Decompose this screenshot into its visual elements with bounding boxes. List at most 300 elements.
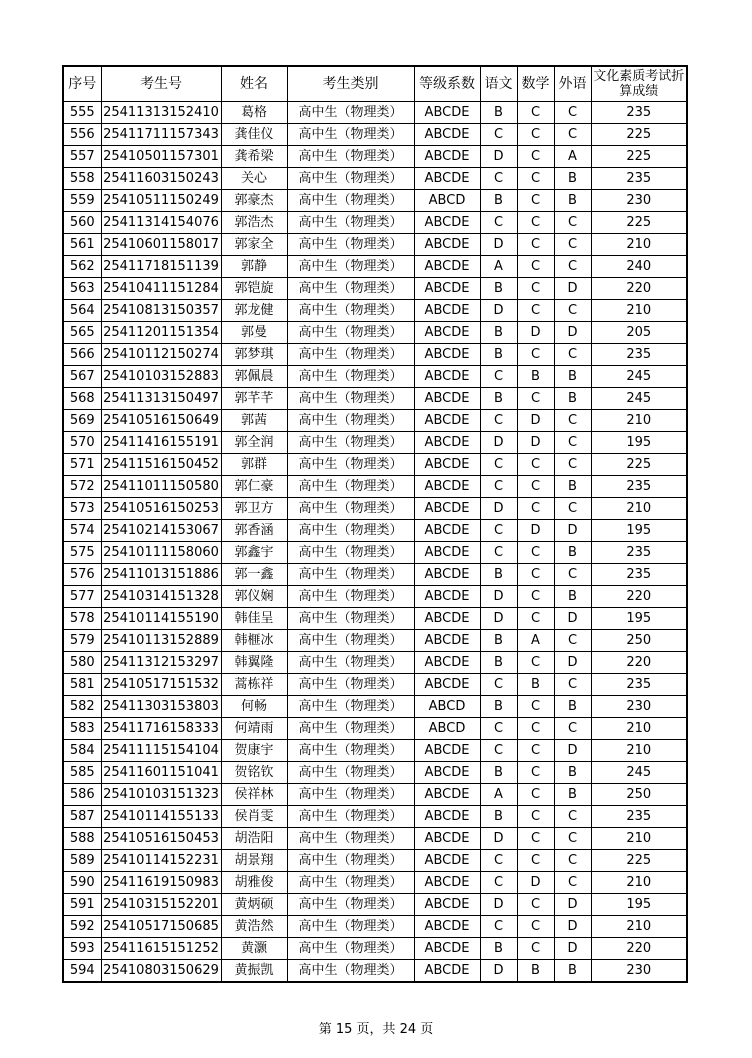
page-number: 第 15 页，共 24 页	[318, 1022, 434, 1037]
cell-name: 韩榧冰	[221, 630, 287, 652]
cell-exam-id: 25411312153297	[101, 652, 221, 674]
cell-math: C	[517, 388, 554, 410]
header-row	[63, 66, 687, 102]
cell-seq: 559	[63, 190, 101, 212]
cell-grade-coef: ABCDE	[414, 608, 480, 630]
cell-seq: 565	[63, 322, 101, 344]
cell-category: 高中生（物理类）	[287, 234, 414, 256]
cell-exam-id: 25411516150452	[101, 454, 221, 476]
cell-chinese: D	[480, 586, 517, 608]
cell-exam-id: 25410517150685	[101, 916, 221, 938]
cell-grade-coef: ABCDE	[414, 212, 480, 234]
cell-chinese: D	[480, 234, 517, 256]
cell-chinese: B	[480, 938, 517, 960]
cell-name: 龚佳仪	[221, 124, 287, 146]
cell-name: 郭铠旋	[221, 278, 287, 300]
cell-seq: 591	[63, 894, 101, 916]
table-row	[63, 168, 687, 190]
cell-score: 210	[591, 300, 687, 322]
cell-exam-id: 25411013151886	[101, 564, 221, 586]
cell-exam-id: 25411718151139	[101, 256, 221, 278]
cell-math: C	[517, 234, 554, 256]
cell-name: 侯祥林	[221, 784, 287, 806]
cell-exam-id: 25411115154104	[101, 740, 221, 762]
cell-category: 高中生（物理类）	[287, 102, 414, 124]
table-row	[63, 410, 687, 432]
cell-foreign-lang: C	[554, 234, 591, 256]
table-row	[63, 234, 687, 256]
cell-exam-id: 25410112150274	[101, 344, 221, 366]
cell-name: 郭芊芊	[221, 388, 287, 410]
cell-exam-id: 25410113152889	[101, 630, 221, 652]
cell-exam-id: 25411313150497	[101, 388, 221, 410]
cell-chinese: B	[480, 102, 517, 124]
cell-category: 高中生（物理类）	[287, 696, 414, 718]
cell-score: 210	[591, 718, 687, 740]
cell-seq: 576	[63, 564, 101, 586]
cell-grade-coef: ABCDE	[414, 124, 480, 146]
cell-chinese: C	[480, 410, 517, 432]
cell-foreign-lang: B	[554, 586, 591, 608]
cell-score: 205	[591, 322, 687, 344]
cell-name: 黄灏	[221, 938, 287, 960]
table-row	[63, 960, 687, 983]
cell-score: 225	[591, 124, 687, 146]
cell-chinese: D	[480, 498, 517, 520]
cell-grade-coef: ABCDE	[414, 168, 480, 190]
cell-grade-coef: ABCDE	[414, 476, 480, 498]
cell-exam-id: 25410214153067	[101, 520, 221, 542]
cell-grade-coef: ABCD	[414, 190, 480, 212]
cell-chinese: D	[480, 146, 517, 168]
table-row	[63, 828, 687, 850]
cell-math: C	[517, 212, 554, 234]
cell-chinese: B	[480, 190, 517, 212]
cell-grade-coef: ABCDE	[414, 806, 480, 828]
cell-name: 郭家全	[221, 234, 287, 256]
cell-math: C	[517, 476, 554, 498]
results-table	[62, 65, 688, 983]
cell-math: D	[517, 432, 554, 454]
cell-foreign-lang: D	[554, 916, 591, 938]
cell-foreign-lang: C	[554, 410, 591, 432]
table-row	[63, 740, 687, 762]
cell-seq: 593	[63, 938, 101, 960]
cell-chinese: C	[480, 916, 517, 938]
cell-category: 高中生（物理类）	[287, 542, 414, 564]
cell-seq: 579	[63, 630, 101, 652]
cell-foreign-lang: D	[554, 938, 591, 960]
cell-seq: 563	[63, 278, 101, 300]
cell-grade-coef: ABCDE	[414, 828, 480, 850]
cell-score: 220	[591, 652, 687, 674]
cell-grade-coef: ABCDE	[414, 586, 480, 608]
cell-foreign-lang: C	[554, 498, 591, 520]
cell-category: 高中生（物理类）	[287, 410, 414, 432]
cell-category: 高中生（物理类）	[287, 520, 414, 542]
cell-category: 高中生（物理类）	[287, 454, 414, 476]
cell-chinese: B	[480, 806, 517, 828]
cell-name: 何畅	[221, 696, 287, 718]
cell-exam-id: 25410103152883	[101, 366, 221, 388]
cell-score: 210	[591, 872, 687, 894]
cell-name: 郭鑫宇	[221, 542, 287, 564]
cell-category: 高中生（物理类）	[287, 300, 414, 322]
cell-score: 230	[591, 696, 687, 718]
cell-chinese: A	[480, 784, 517, 806]
cell-grade-coef: ABCDE	[414, 498, 480, 520]
cell-chinese: C	[480, 168, 517, 190]
cell-score: 235	[591, 168, 687, 190]
cell-name: 韩佳呈	[221, 608, 287, 630]
cell-math: D	[517, 520, 554, 542]
cell-chinese: B	[480, 388, 517, 410]
cell-grade-coef: ABCDE	[414, 740, 480, 762]
cell-name: 黄振凯	[221, 960, 287, 983]
cell-category: 高中生（物理类）	[287, 652, 414, 674]
cell-foreign-lang: D	[554, 740, 591, 762]
cell-grade-coef: ABCDE	[414, 432, 480, 454]
cell-math: A	[517, 630, 554, 652]
cell-score: 240	[591, 256, 687, 278]
cell-math: C	[517, 124, 554, 146]
cell-score: 210	[591, 498, 687, 520]
cell-math: C	[517, 806, 554, 828]
cell-seq: 585	[63, 762, 101, 784]
cell-score: 235	[591, 806, 687, 828]
cell-exam-id: 25411601151041	[101, 762, 221, 784]
cell-math: C	[517, 498, 554, 520]
cell-name: 胡雅俊	[221, 872, 287, 894]
cell-chinese: D	[480, 960, 517, 983]
cell-grade-coef: ABCDE	[414, 850, 480, 872]
cell-seq: 568	[63, 388, 101, 410]
cell-math: C	[517, 740, 554, 762]
cell-math: C	[517, 256, 554, 278]
cell-score: 245	[591, 388, 687, 410]
cell-category: 高中生（物理类）	[287, 784, 414, 806]
cell-score: 235	[591, 476, 687, 498]
cell-foreign-lang: C	[554, 718, 591, 740]
cell-exam-id: 25410511150249	[101, 190, 221, 212]
cell-chinese: C	[480, 542, 517, 564]
cell-name: 黄炳硕	[221, 894, 287, 916]
table-row	[63, 586, 687, 608]
cell-category: 高中生（物理类）	[287, 960, 414, 983]
cell-exam-id: 25411303153803	[101, 696, 221, 718]
table-row	[63, 784, 687, 806]
header-name: 姓名	[221, 66, 287, 102]
cell-math: C	[517, 762, 554, 784]
cell-seq: 564	[63, 300, 101, 322]
cell-seq: 555	[63, 102, 101, 124]
cell-score: 195	[591, 432, 687, 454]
cell-category: 高中生（物理类）	[287, 828, 414, 850]
cell-category: 高中生（物理类）	[287, 630, 414, 652]
cell-math: C	[517, 608, 554, 630]
header-foreign-lang: 外语	[554, 66, 591, 102]
cell-chinese: B	[480, 564, 517, 586]
cell-chinese: B	[480, 652, 517, 674]
cell-name: 郭龙健	[221, 300, 287, 322]
cell-grade-coef: ABCDE	[414, 300, 480, 322]
cell-foreign-lang: D	[554, 322, 591, 344]
cell-name: 郭豪杰	[221, 190, 287, 212]
cell-math: C	[517, 300, 554, 322]
cell-grade-coef: ABCDE	[414, 784, 480, 806]
cell-seq: 574	[63, 520, 101, 542]
cell-category: 高中生（物理类）	[287, 806, 414, 828]
cell-math: B	[517, 674, 554, 696]
cell-score: 245	[591, 366, 687, 388]
cell-chinese: D	[480, 608, 517, 630]
cell-seq: 584	[63, 740, 101, 762]
cell-score: 195	[591, 608, 687, 630]
cell-exam-id: 25411313152410	[101, 102, 221, 124]
cell-score: 195	[591, 894, 687, 916]
cell-foreign-lang: C	[554, 432, 591, 454]
cell-score: 235	[591, 344, 687, 366]
table-body	[63, 102, 687, 983]
cell-foreign-lang: C	[554, 124, 591, 146]
cell-score: 230	[591, 190, 687, 212]
cell-name: 胡景翔	[221, 850, 287, 872]
cell-category: 高中生（物理类）	[287, 388, 414, 410]
table-header	[63, 66, 687, 102]
cell-math: C	[517, 278, 554, 300]
cell-score: 210	[591, 740, 687, 762]
cell-category: 高中生（物理类）	[287, 938, 414, 960]
table-row	[63, 366, 687, 388]
cell-math: C	[517, 916, 554, 938]
cell-math: D	[517, 322, 554, 344]
cell-seq: 577	[63, 586, 101, 608]
cell-chinese: D	[480, 300, 517, 322]
cell-foreign-lang: B	[554, 784, 591, 806]
cell-score: 250	[591, 630, 687, 652]
cell-grade-coef: ABCD	[414, 696, 480, 718]
table-row	[63, 476, 687, 498]
cell-math: C	[517, 454, 554, 476]
cell-category: 高中生（物理类）	[287, 366, 414, 388]
table-row	[63, 520, 687, 542]
cell-exam-id: 25410114152231	[101, 850, 221, 872]
cell-name: 关心	[221, 168, 287, 190]
cell-foreign-lang: A	[554, 146, 591, 168]
cell-foreign-lang: B	[554, 542, 591, 564]
cell-category: 高中生（物理类）	[287, 916, 414, 938]
cell-grade-coef: ABCDE	[414, 366, 480, 388]
cell-chinese: B	[480, 344, 517, 366]
cell-exam-id: 25411011150580	[101, 476, 221, 498]
table-row	[63, 322, 687, 344]
cell-seq: 581	[63, 674, 101, 696]
table-row	[63, 278, 687, 300]
header-exam-id: 考生号	[101, 66, 221, 102]
cell-math: D	[517, 410, 554, 432]
cell-chinese: A	[480, 256, 517, 278]
cell-seq: 561	[63, 234, 101, 256]
cell-foreign-lang: C	[554, 674, 591, 696]
table-row	[63, 872, 687, 894]
cell-math: C	[517, 718, 554, 740]
cell-exam-id: 25411619150983	[101, 872, 221, 894]
cell-math: B	[517, 366, 554, 388]
cell-foreign-lang: B	[554, 388, 591, 410]
cell-score: 235	[591, 564, 687, 586]
table-row	[63, 256, 687, 278]
cell-name: 贺铭钦	[221, 762, 287, 784]
cell-score: 220	[591, 278, 687, 300]
cell-seq: 583	[63, 718, 101, 740]
cell-chinese: C	[480, 740, 517, 762]
cell-exam-id: 25410103151323	[101, 784, 221, 806]
cell-foreign-lang: C	[554, 850, 591, 872]
cell-seq: 572	[63, 476, 101, 498]
cell-exam-id: 25410114155133	[101, 806, 221, 828]
table-row	[63, 102, 687, 124]
cell-grade-coef: ABCDE	[414, 938, 480, 960]
cell-name: 龚希梁	[221, 146, 287, 168]
cell-chinese: B	[480, 630, 517, 652]
cell-math: C	[517, 828, 554, 850]
cell-foreign-lang: B	[554, 366, 591, 388]
cell-exam-id: 25410314151328	[101, 586, 221, 608]
cell-seq: 558	[63, 168, 101, 190]
cell-name: 韩翼隆	[221, 652, 287, 674]
cell-seq: 575	[63, 542, 101, 564]
table-row	[63, 652, 687, 674]
cell-exam-id: 25411416155191	[101, 432, 221, 454]
table-row	[63, 212, 687, 234]
cell-name: 郭梦琪	[221, 344, 287, 366]
cell-math: C	[517, 784, 554, 806]
cell-grade-coef: ABCDE	[414, 520, 480, 542]
cell-math: C	[517, 938, 554, 960]
cell-score: 210	[591, 234, 687, 256]
cell-exam-id: 25410111158060	[101, 542, 221, 564]
cell-seq: 557	[63, 146, 101, 168]
cell-name: 郭仁豪	[221, 476, 287, 498]
cell-grade-coef: ABCD	[414, 718, 480, 740]
table-row	[63, 674, 687, 696]
cell-exam-id: 25410517151532	[101, 674, 221, 696]
cell-category: 高中生（物理类）	[287, 718, 414, 740]
header-seq: 序号	[63, 66, 101, 102]
header-math: 数学	[517, 66, 554, 102]
cell-score: 195	[591, 520, 687, 542]
cell-seq: 582	[63, 696, 101, 718]
cell-category: 高中生（物理类）	[287, 146, 414, 168]
cell-grade-coef: ABCDE	[414, 234, 480, 256]
cell-chinese: C	[480, 674, 517, 696]
cell-exam-id: 25410601158017	[101, 234, 221, 256]
header-score: 文化素质考试折算成绩	[591, 66, 687, 102]
cell-name: 葛格	[221, 102, 287, 124]
table-row	[63, 388, 687, 410]
cell-name: 何靖雨	[221, 718, 287, 740]
cell-chinese: C	[480, 476, 517, 498]
cell-math: C	[517, 850, 554, 872]
table-row	[63, 762, 687, 784]
table-row	[63, 146, 687, 168]
cell-exam-id: 25411615151252	[101, 938, 221, 960]
cell-grade-coef: ABCDE	[414, 960, 480, 983]
cell-score: 235	[591, 102, 687, 124]
cell-grade-coef: ABCDE	[414, 410, 480, 432]
cell-foreign-lang: B	[554, 696, 591, 718]
cell-math: C	[517, 696, 554, 718]
cell-chinese: D	[480, 432, 517, 454]
cell-math: C	[517, 894, 554, 916]
cell-score: 245	[591, 762, 687, 784]
cell-grade-coef: ABCDE	[414, 916, 480, 938]
cell-seq: 570	[63, 432, 101, 454]
cell-chinese: C	[480, 520, 517, 542]
cell-foreign-lang: D	[554, 608, 591, 630]
cell-score: 220	[591, 586, 687, 608]
cell-exam-id: 25411603150243	[101, 168, 221, 190]
cell-chinese: B	[480, 322, 517, 344]
cell-category: 高中生（物理类）	[287, 432, 414, 454]
cell-score: 225	[591, 146, 687, 168]
cell-score: 210	[591, 410, 687, 432]
cell-chinese: B	[480, 762, 517, 784]
cell-grade-coef: ABCDE	[414, 322, 480, 344]
cell-foreign-lang: B	[554, 476, 591, 498]
cell-category: 高中生（物理类）	[287, 168, 414, 190]
cell-grade-coef: ABCDE	[414, 894, 480, 916]
cell-foreign-lang: C	[554, 806, 591, 828]
cell-chinese: C	[480, 454, 517, 476]
cell-grade-coef: ABCDE	[414, 454, 480, 476]
cell-seq: 562	[63, 256, 101, 278]
cell-name: 贺康宇	[221, 740, 287, 762]
cell-foreign-lang: C	[554, 828, 591, 850]
table-row	[63, 718, 687, 740]
cell-exam-id: 25411716158333	[101, 718, 221, 740]
cell-foreign-lang: D	[554, 894, 591, 916]
cell-foreign-lang: C	[554, 564, 591, 586]
cell-math: C	[517, 542, 554, 564]
cell-foreign-lang: C	[554, 454, 591, 476]
cell-name: 黄浩然	[221, 916, 287, 938]
cell-math: D	[517, 872, 554, 894]
cell-seq: 587	[63, 806, 101, 828]
cell-grade-coef: ABCDE	[414, 674, 480, 696]
cell-foreign-lang: C	[554, 344, 591, 366]
cell-exam-id: 25410813150357	[101, 300, 221, 322]
cell-category: 高中生（物理类）	[287, 190, 414, 212]
cell-grade-coef: ABCDE	[414, 278, 480, 300]
cell-score: 225	[591, 454, 687, 476]
cell-seq: 560	[63, 212, 101, 234]
cell-seq: 580	[63, 652, 101, 674]
cell-exam-id: 25410803150629	[101, 960, 221, 983]
table-row	[63, 916, 687, 938]
cell-score: 210	[591, 916, 687, 938]
header-category: 考生类别	[287, 66, 414, 102]
header-chinese: 语文	[480, 66, 517, 102]
cell-name: 郭佩晨	[221, 366, 287, 388]
cell-category: 高中生（物理类）	[287, 278, 414, 300]
cell-name: 郭茜	[221, 410, 287, 432]
cell-grade-coef: ABCDE	[414, 388, 480, 410]
cell-seq: 578	[63, 608, 101, 630]
cell-foreign-lang: C	[554, 872, 591, 894]
table-row	[63, 696, 687, 718]
cell-category: 高中生（物理类）	[287, 322, 414, 344]
